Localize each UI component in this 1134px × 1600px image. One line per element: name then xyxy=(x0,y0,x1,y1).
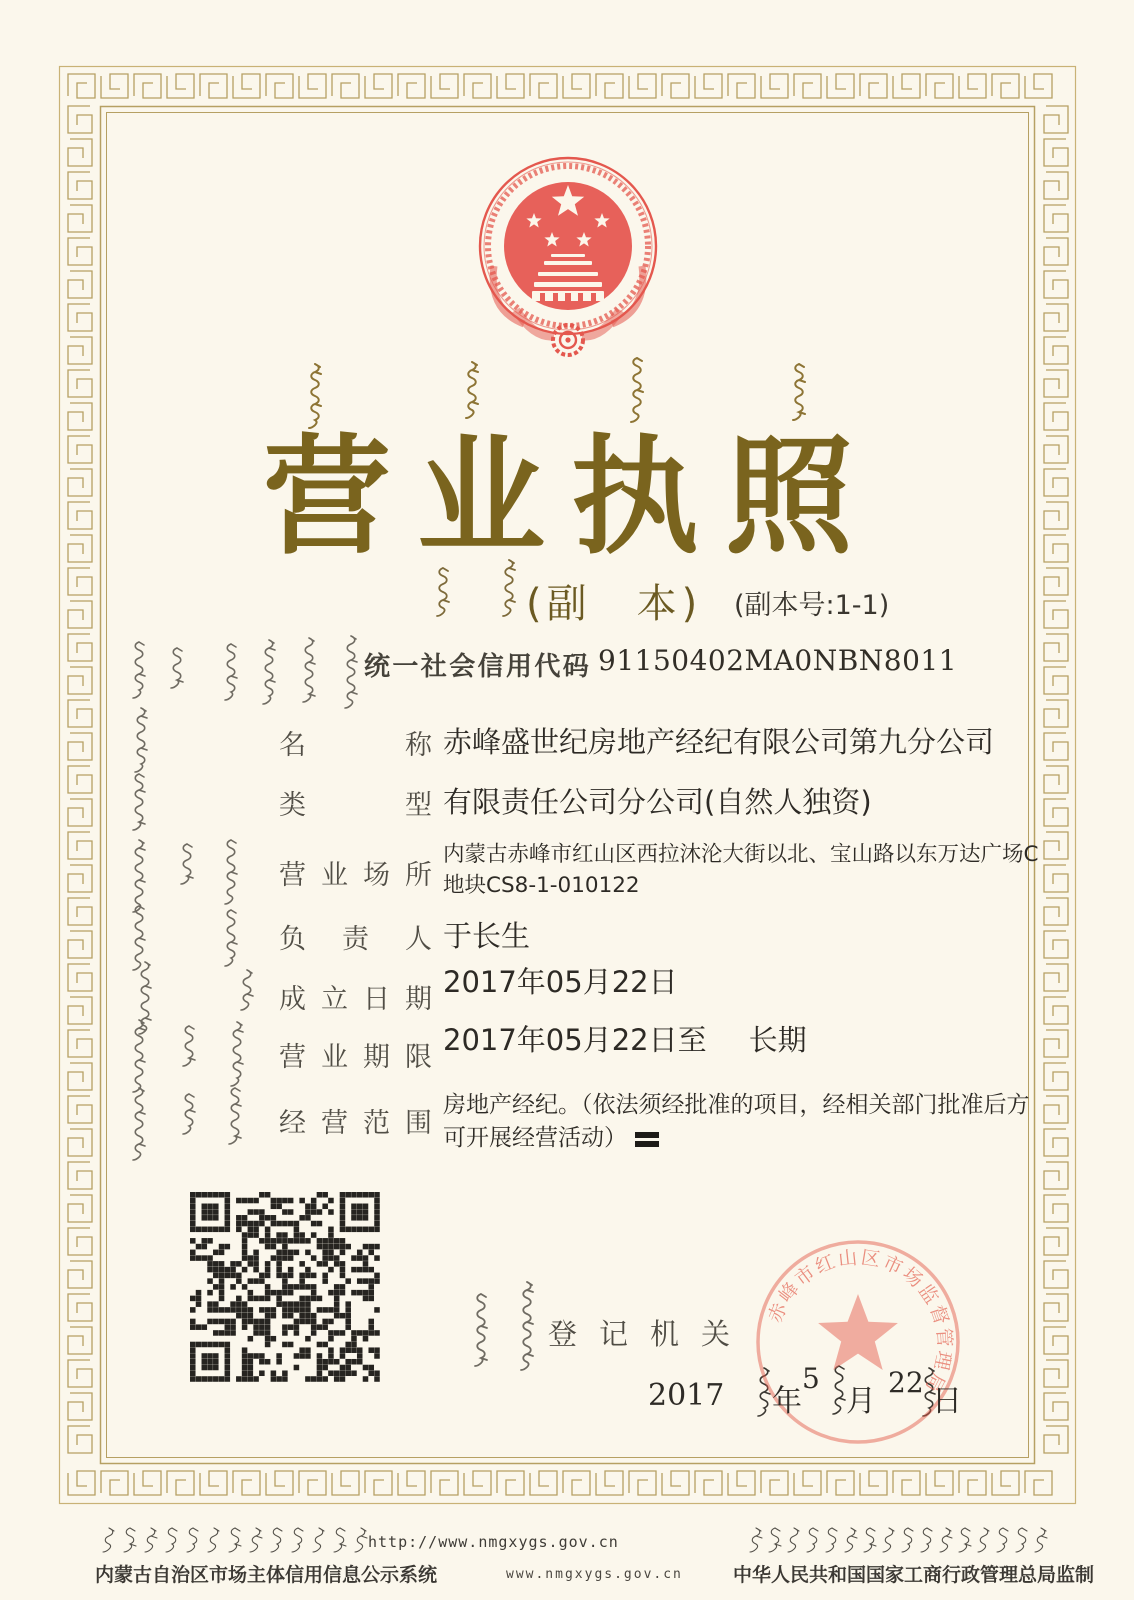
field-label-premises: 营 业 场 所 xyxy=(279,860,432,891)
footer-url: http://www.nmgxygs.gov.cn xyxy=(368,1533,619,1551)
footer-url-secondary: www.nmgxygs.gov.cn xyxy=(506,1567,683,1582)
date-day-unit: 日 xyxy=(932,1384,962,1419)
official-seal-icon xyxy=(738,1222,978,1462)
field-label-person: 负 责 人 xyxy=(279,924,432,955)
document-title: 营业执照 xyxy=(263,423,880,572)
date-year: 2017 xyxy=(648,1378,725,1413)
field-value-term: 2017年05月22日至 长期 xyxy=(443,1023,807,1057)
footer-public-system-label: 内蒙古自治区市场主体信用信息公示系统 xyxy=(95,1564,438,1586)
field-value-premises: 内蒙古赤峰市红山区西拉沐沦大街以北、宝山路以东万达广场C地块CS8-1-010122 xyxy=(443,842,1039,898)
date-month-unit: 月 xyxy=(846,1384,876,1419)
date-year-unit: 年 xyxy=(772,1384,802,1419)
field-value-type: 有限责任公司分公司(自然人独资) xyxy=(443,785,872,819)
field-value-established: 2017年05月22日 xyxy=(443,965,678,999)
document-subtitle: (副 本) xyxy=(526,581,703,627)
field-value-person: 于长生 xyxy=(443,919,531,953)
footer-issuer-label: 中华人民共和国国家工商行政管理总局监制 xyxy=(733,1564,1095,1586)
field-label-name: 名 称 xyxy=(279,730,432,761)
registration-authority-label: 登记机关 xyxy=(548,1317,753,1351)
field-label-scope: 经 营 范 围 xyxy=(279,1108,432,1139)
date-day: 22 xyxy=(888,1366,924,1399)
field-label-term: 营 业 期 限 xyxy=(279,1042,432,1073)
credit-code-value: 91150402MA0NBN8011 xyxy=(598,644,958,677)
end-mark-icon xyxy=(635,1129,659,1146)
copy-number: (副本号:1-1) xyxy=(734,590,890,621)
seal-text: 赤峰市红山区市场监督管理局 xyxy=(764,1246,956,1399)
field-value-name: 赤峰盛世纪房地产经纪有限公司第九分公司 xyxy=(443,725,995,759)
field-label-established: 成 立 日 期 xyxy=(279,984,432,1015)
qr-code-icon xyxy=(190,1192,380,1382)
field-value-scope: 房地产经纪。（依法须经批准的项目，经相关部门批准后方可开展经营活动） xyxy=(443,1092,1030,1151)
field-label-type: 类 型 xyxy=(279,790,432,821)
credit-code-label: 统一社会信用代码 xyxy=(364,652,592,682)
date-month: 5 xyxy=(802,1362,820,1395)
